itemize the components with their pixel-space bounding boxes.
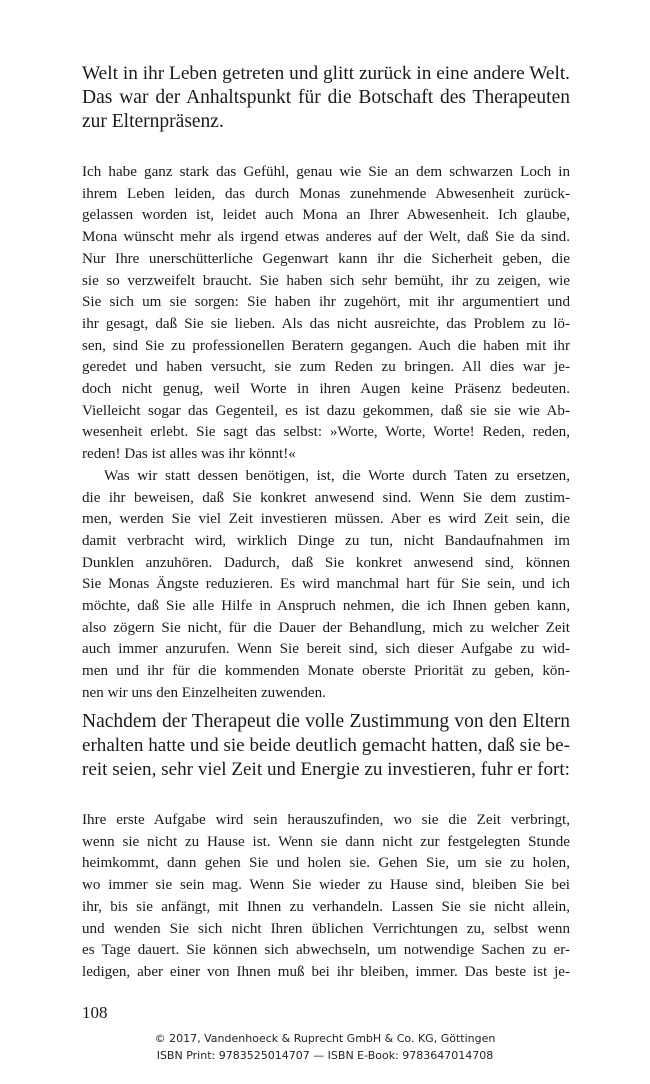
text-line: Sie Monas Ängste reduzieren. Es wird manchmal hart für Sie sein, und ich	[82, 576, 570, 593]
text-line: Nachdem der Therapeut die volle Zustimmung von den Eltern	[82, 711, 570, 732]
copyright-notice	[0, 1030, 650, 1064]
text-line: reit seien, sehr viel Zeit und Energie zu investieren, fuhr er fort:	[82, 759, 570, 780]
text-line: Ihre erste Aufgabe wird sein herauszufinden, wo sie die Zeit verbringt,	[82, 812, 570, 828]
text-line: Mona wünscht mehr als irgend etwas anderes auf der Welt, daß Sie da sind.	[82, 229, 570, 246]
text-line: zur Elternpräsenz.	[82, 111, 224, 132]
text-line: ihrem Leben leiden, das durch Monas zunehmende Abwesenheit zurück-	[82, 185, 570, 202]
text-line: wo immer sie sein mag. Wenn Sie wieder zu Hause sind, bleiben Sie bei	[82, 877, 570, 894]
text-line: sen, sind Sie zu professionellen Beratern gegangen. Auch die haben mit ihr	[82, 337, 570, 354]
text-line: Das war der Anhaltspunkt für die Botschaft des Therapeuten	[82, 87, 570, 108]
lead-paragraph-1	[82, 62, 570, 134]
text-line: ledigen, aber einer von Ihnen muß bei ihr bleiben, immer. Das beste ist je-	[82, 963, 570, 980]
text-line: Nur Ihre unerschütterliche Gegenwart kann ihr die Sicherheit geben, die	[82, 250, 570, 267]
text-line: nen wir uns den Einzelheiten zuwenden.	[82, 684, 326, 701]
quoted-block-1	[82, 162, 570, 705]
text-line: reden! Das ist alles was ihr könnt!«	[82, 446, 296, 463]
isbn-line: ISBN Print: 9783525014707 — ISBN E-Book: 9783647014708	[156, 1049, 494, 1062]
text-line: und wenden Sie sich nicht Ihren üblichen Verrichtungen zu, selbst wenn	[82, 920, 570, 937]
text-line: ihr, bis sie anfängt, mit Ihnen zu verhandeln. Lassen Sie sie nicht allein,	[82, 898, 570, 915]
lead-paragraph-2	[82, 710, 570, 782]
text-line: Sie sich um sie sorgen: Sie haben ihr zugehört, mit ihr argumentiert und	[82, 294, 570, 311]
text-line: möchte, daß Sie alle Hilfe in Anspruch nehmen, die ich Ihnen geben kann,	[82, 598, 570, 615]
text-line: es Tage dauert. Sie können sich abwechseln, um notwendige Sachen zu er-	[82, 942, 570, 959]
text-line: men und ihr für die kommenden Monate oberste Priorität zu geben, kön-	[82, 663, 570, 680]
text-line: wesenheit erlebt. Sie sagt das selbst: »Worte, Worte, Worte! Reden, reden,	[82, 424, 570, 441]
text-line: Was wir statt dessen benötigen, ist, die Worte durch Taten zu ersetzen,	[104, 467, 570, 484]
text-line: Ich habe ganz stark das Gefühl, genau wie Sie an dem schwarzen Loch in	[82, 164, 570, 180]
text-line: Welt in ihr Leben getreten und glitt zurück in eine andere Welt.	[82, 63, 570, 84]
text-line: men, werden Sie viel Zeit investieren müssen. Aber es wird Zeit sein, die	[82, 511, 570, 528]
copyright-line: © 2017, Vandenhoeck & Ruprecht GmbH & Co. KG, Göttingen	[154, 1032, 496, 1045]
text-line: doch nicht genug, weil Worte in ihren Augen keine Präsenz bedeuten.	[82, 381, 570, 398]
text-line: damit verbracht wird, wirklich Dinge zu tun, nicht Bandaufnahmen im	[82, 532, 570, 549]
text-line: geredet und haben versucht, sie zum Reden zu bringen. All dies war je-	[82, 359, 570, 376]
text-line: also zögern Sie nicht, für die Dauer der Behandlung, mich zu welcher Zeit	[82, 619, 570, 636]
text-line: Vielleicht sogar das Gegenteil, es ist dazu gekommen, daß sie sie wie Ab-	[82, 402, 570, 419]
text-line: erhalten hatte und sie beide deutlich gemacht hatten, daß sie be-	[82, 735, 570, 756]
text-line: wenn sie nicht zu Hause ist. Wenn sie dann nicht zur festgelegten Stunde	[82, 833, 570, 850]
text-line: sie so verzweifelt braucht. Sie haben sich sehr bemüht, ihr zu zeigen, wie	[82, 272, 570, 289]
text-line: gelassen worden ist, leidet auch Mona an Ihrer Abwesenheit. Ich glaube,	[82, 207, 570, 224]
text-line: heimkommt, dann gehen Sie und holen sie. Gehen Sie, um sie zu holen,	[82, 855, 570, 872]
text-line: die ihr beweisen, daß Sie konkret anwesend sind. Wenn Sie dem zustim-	[82, 489, 570, 506]
page-number: 108	[82, 1003, 108, 1022]
text-line: auch immer anzurufen. Wenn Sie bereit sind, sich dieser Aufgabe zu wid-	[82, 641, 570, 658]
text-line: ihr gesagt, daß Sie sie lieben. Als das nicht ausreichte, das Problem zu lö-	[82, 315, 570, 332]
text-line: Dunklen anzuhören. Dadurch, daß Sie konkret anwesend sind, können	[82, 554, 570, 571]
quoted-block-2	[82, 810, 570, 984]
